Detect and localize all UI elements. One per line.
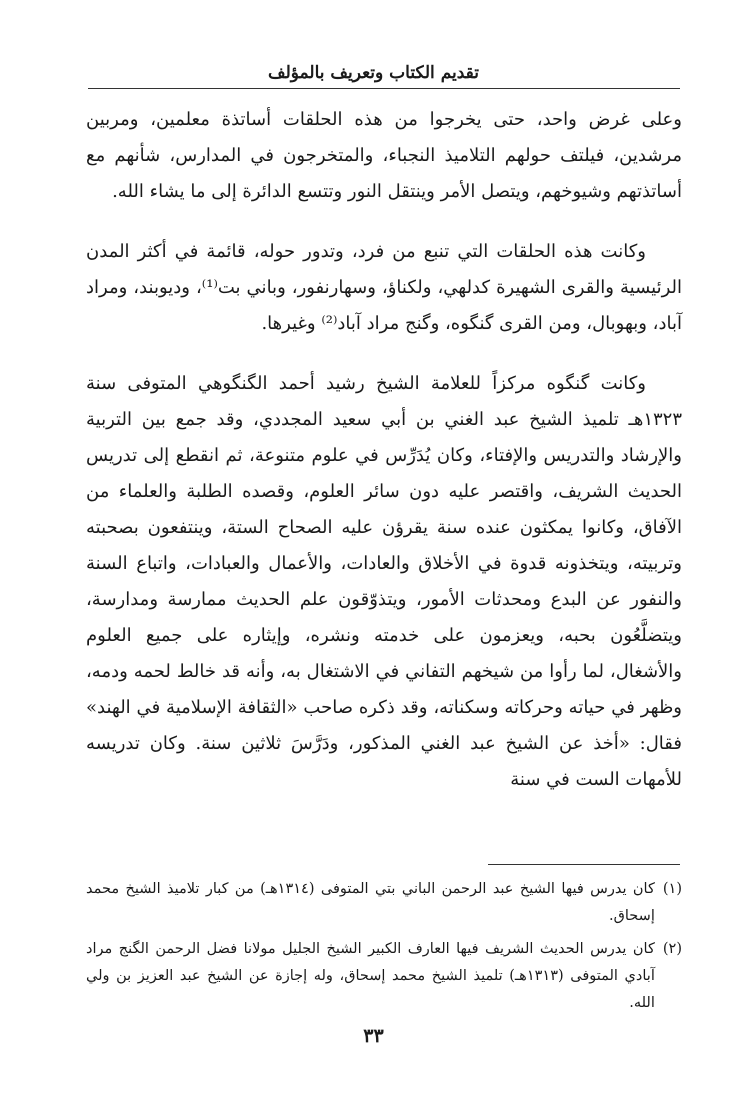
paragraph-3: وكانت گنگوه مركزاً للعلامة الشيخ رشيد أحمد الگنگوهي المتوفى سنة ١٣٢٣هـ تلميذ الشيخ عبد الغني بن أبي سعيد المجددي، وقد جمع بين التربية والإرشاد والتدريس والإفتاء، وكان يُدَرِّس في علوم متنوعة، ثم انقطع إلى تدريس الحديث الشريف، واقتصر عليه دون سائر العلوم، وقصده الطلبة والعلماء من الآفاق، وكانوا يمكثون عنده سنة يقرؤن عليه الصحاح الستة، وينتفعون بصحبته وتربيته، ويتخذونه قدوة في الأخلاق والعادات، والأعمال والعبادات، واتباع السنة والنفور عن البدع ومحدثات الأمور، ويتذوّقون علم الحديث ممارسة ومدارسة، ويتضلَّعُون بحبه، ويعزمون على خدمته ونشره، وإيثاره على جميع العلوم والأشغال، لما رأوا من شيخهم التفاني في الاشتغال به، وأنه قد خالط لحمه ودمه، وظهر في حياته وحركاته وسكناته، وقد ذكره صاحب «الثقافة الإسلامية في الهند» فقال: «أخذ عن الشيخ عبد الغني المذكور، ودَرَّسَ ثلاثين سنة. وكان تدريسه للأمهات الست في سنة <box>86 373 683 790</box>
footnote-1 <box>86 876 682 930</box>
footnote-text: كان يدرس الحديث الشريف فيها العارف الكبير الشيخ الجليل مولانا فضل الرحمن الگنج مراد آبادي المتوفى (١٣١٣هـ) تلميذ الشيخ محمد إسحاق، وله إجازة عن الشيخ عبد العزيز بن ولي الله. <box>86 941 655 1011</box>
footnote-number: (١) <box>662 881 682 897</box>
running-head: تقديم الكتاب وتعريف بالمؤلف <box>268 63 479 83</box>
header-rule <box>88 88 680 89</box>
footnote-rule <box>488 864 680 865</box>
footnote-text: كان يدرس فيها الشيخ عبد الرحمن الباني بتي المتوفى (١٣١٤هـ) من كبار تلاميذ الشيخ محمد إسحاق. <box>86 881 655 924</box>
body-text <box>86 102 682 798</box>
paragraph-1: وعلى غرض واحد، حتى يخرجوا من هذه الحلقات أساتذة معلمين، ومربين مرشدين، فيلتف حولهم التلاميذ النجباء، والمتخرجون في المدارس، شأنهم مع أساتذتهم وشيوخهم، ويتصل الأمر وينتقل النور وتتسع الدائرة إلى ما يشاء الله. <box>86 109 682 202</box>
footnotes <box>86 876 682 1017</box>
footnote-number: (٢) <box>662 941 682 957</box>
footnote-2 <box>86 936 682 1017</box>
paragraph-2: وكانت هذه الحلقات التي تنبع من فرد، وتدور حوله، قائمة في أكثر المدن الرئيسية والقرى الشهيرة كدلهي، ولكناؤ، وسهارنفور، وباني بت⁽¹⁾، وديوبند، ومراد آباد، وبهوبال، ومن القرى گنگوه، وگنج مراد آباد⁽²⁾ وغيرها. <box>86 241 683 334</box>
page-number: ٣٣ <box>363 1025 384 1047</box>
